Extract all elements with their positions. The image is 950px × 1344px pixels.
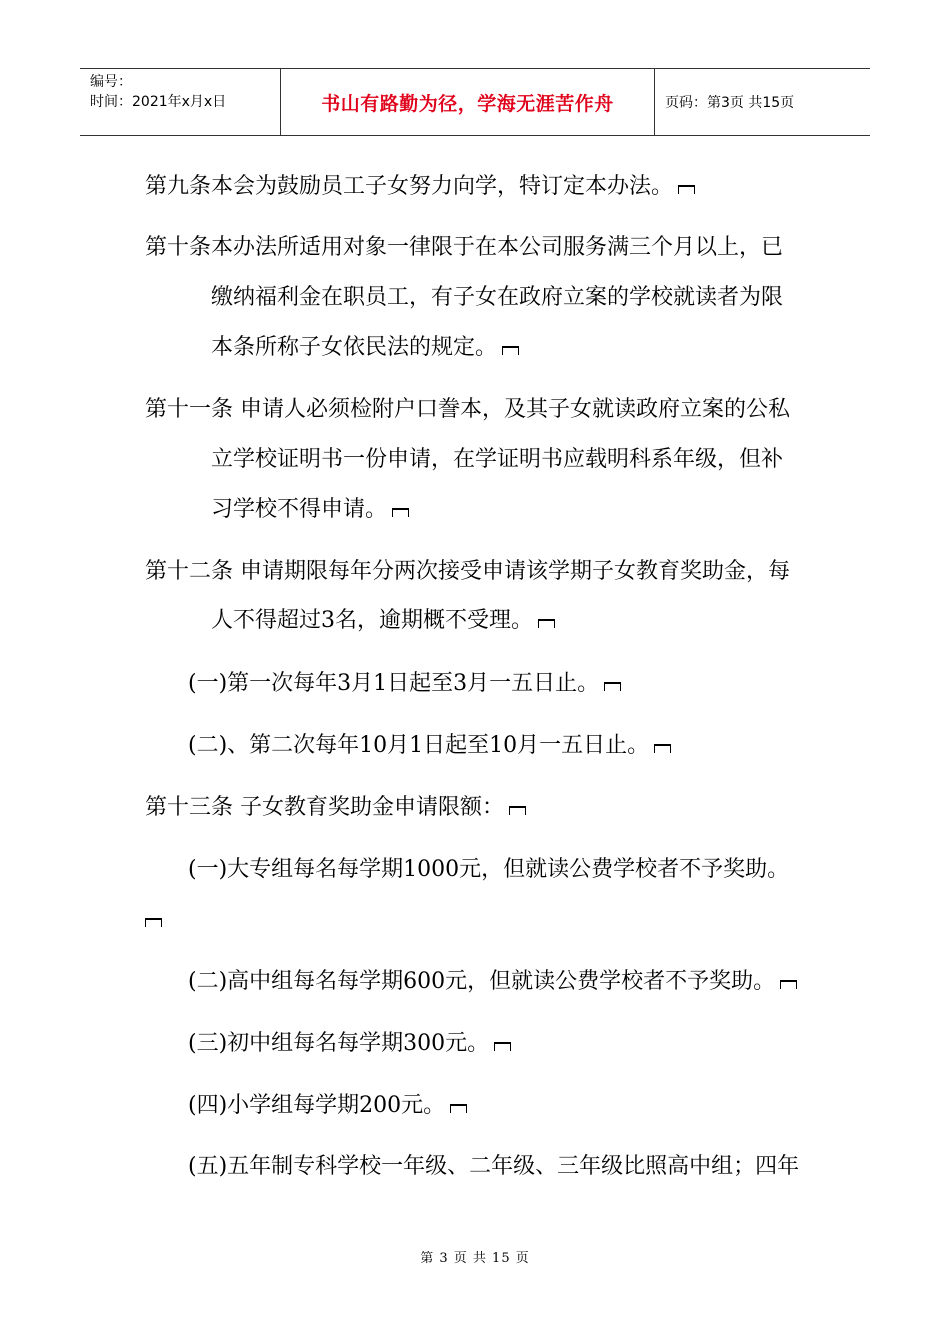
article-12-line-2: 人不得超过3名，逾期概不受理。	[211, 606, 555, 636]
article-9-line: 第九条本会为鼓励员工子女努力向学，特订定本办法。	[145, 172, 695, 202]
article-13-line: 第十三条 子女教育奖助金申请限额：	[145, 793, 526, 823]
article-12-item-1: (一)第一次每年3月1日起至3月一五日止。	[188, 669, 621, 699]
header-page-cell	[655, 69, 870, 135]
paragraph-mark-icon	[509, 806, 526, 815]
article-12-item-2: (二)、第二次每年10月1日起至10月一五日止。	[188, 731, 671, 761]
article-13-item-2: (二)高中组每名每学期600元，但就读公费学校者不予奖助。	[188, 967, 797, 997]
date-label: 时间：2021年x月x日	[90, 94, 227, 110]
paragraph-mark-icon	[604, 682, 621, 691]
paragraph-mark-icon	[678, 185, 695, 194]
paragraph-mark-icon	[502, 346, 519, 355]
header-page-number: 页码：第3页 共15页	[665, 95, 795, 111]
article-11-line-2: 立学校证明书一份申请，在学证明书应载明科系年级，但补	[211, 447, 784, 472]
paragraph-mark-icon	[780, 980, 797, 989]
article-11-line-3: 习学校不得申请。	[211, 495, 409, 525]
paragraph-mark-icon	[654, 744, 671, 753]
header-motto: 书山有路勤为径，学海无涯苦作舟	[321, 92, 614, 115]
article-13-item-5: (五)五年制专科学校一年级、二年级、三年级比照高中组；四年	[188, 1154, 800, 1179]
paragraph-mark-icon	[145, 918, 162, 927]
article-11-line-1: 第十一条 申请人必须检附户口誊本，及其子女就读政府立案的公私	[145, 397, 790, 422]
paragraph-mark-icon	[538, 619, 555, 628]
article-13-item-4: (四)小学组每学期200元。	[188, 1091, 467, 1121]
article-10-line-2: 缴纳福利金在职员工，有子女在政府立案的学校就读者为限	[211, 285, 784, 310]
article-10-line-1: 第十条本办法所适用对象一律限于在本公司服务满三个月以上，已	[145, 235, 784, 260]
header-meta-cell	[80, 69, 281, 135]
paragraph-mark-icon	[392, 508, 409, 517]
article-13-item-1: (一)大专组每名每学期1000元，但就读公费学校者不予奖助。	[188, 857, 790, 882]
serial-number-label: 编号：	[90, 74, 132, 90]
page-footer: 第 3 页 共 15 页	[420, 1251, 530, 1266]
paragraph-mark-icon	[494, 1042, 511, 1051]
page-header	[80, 68, 870, 136]
article-10-line-3: 本条所称子女依民法的规定。	[211, 333, 519, 363]
header-motto-cell	[281, 69, 655, 135]
article-12-line-1: 第十二条 申请期限每年分两次接受申请该学期子女教育奖助金，每	[145, 559, 790, 584]
article-13-item-3: (三)初中组每名每学期300元。	[188, 1029, 511, 1059]
article-13-item-1-end	[145, 905, 162, 935]
paragraph-mark-icon	[450, 1104, 467, 1113]
